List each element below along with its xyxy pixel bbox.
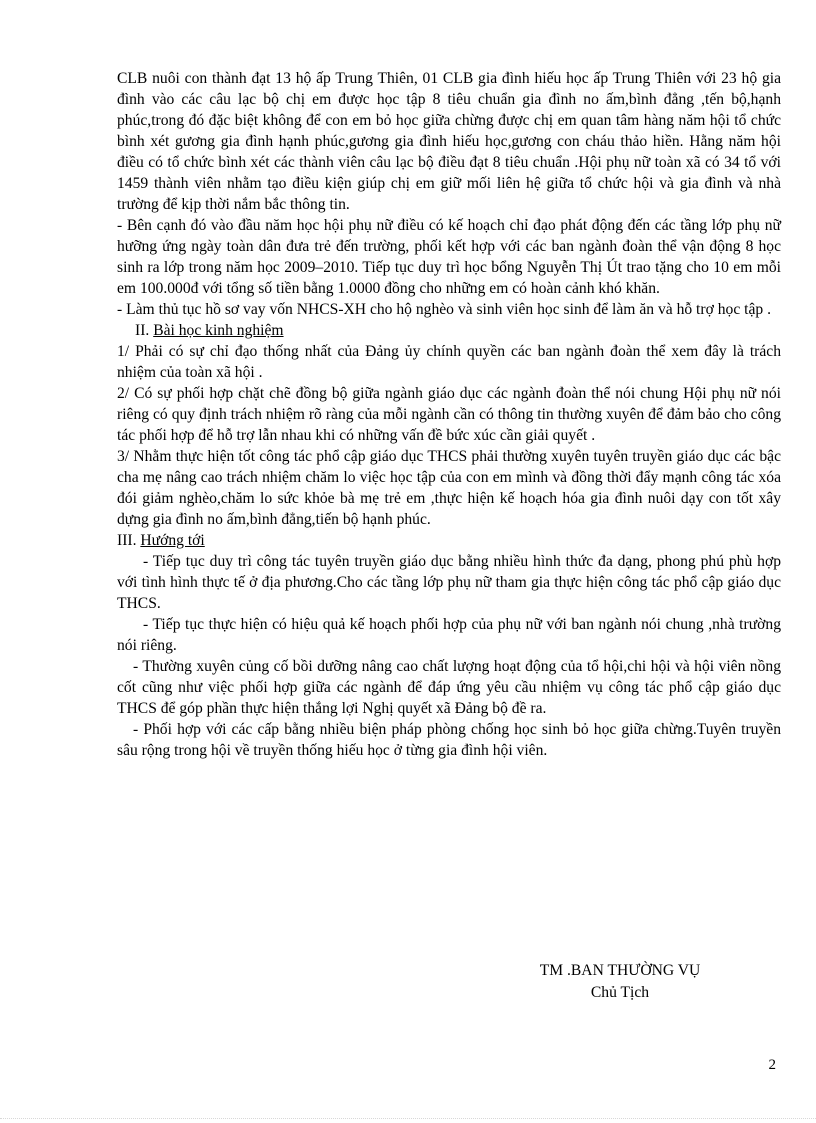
- section-title: Hướng tới: [140, 532, 205, 549]
- signature-role: Chủ Tịch: [590, 984, 650, 1001]
- direction-item: - Phối hợp với các cấp bằng nhiều biện pháp phòng chống học sinh bỏ học giữa chừng.Tuyên truyền sâu rộng trong hội về truyền thống hiếu học ở từng gia đình hội viên.: [117, 721, 781, 759]
- section-heading-ii: [117, 320, 781, 341]
- page-divider: [0, 1118, 816, 1119]
- paragraph-vay-von: - Làm thủ tục hồ sơ vay vốn NHCS-XH cho hộ nghèo và sinh viên học sinh để làm ăn và hỗ trợ học tập .: [117, 301, 771, 318]
- direction-item: - Thường xuyên củng cố bồi dưỡng nâng cao chất lượng hoạt động của tổ hội,chi hội và hội viên nồng cốt cũng như việc phối hợp giữa các ngành để đáp ứng yêu cầu nhiệm vụ công tác phổ cập giáo dục THCS để góp phần thực hiện thắng lợi Nghị quyết xã Đảng bộ đề ra.: [117, 658, 781, 717]
- section-heading-iii: [117, 530, 781, 551]
- document-body: [117, 68, 781, 761]
- lesson-item: 2/ Có sự phối hợp chặt chẽ đồng bộ giữa ngành giáo dục các ngành đoàn thể nói chung Hội phụ nữ nói riêng có quy định trách nhiệm rõ ràng của mỗi ngành cần có thông tin thường xuyên để đảm bảo cho công tác phối hợp để hỗ trợ lẫn nhau khi có những vấn đề bức xúc cần giải quyết .: [117, 385, 781, 444]
- page-number: 2: [768, 1057, 776, 1073]
- signature-title: TM .BAN THƯỜNG VỤ: [539, 962, 701, 979]
- paragraph-clb: CLB nuôi con thành đạt 13 hộ ấp Trung Thiên, 01 CLB gia đình hiếu học ấp Trung Thiên với 23 hộ gia đình vào các câu lạc bộ chị em được học tập 8 tiêu chuẩn gia đình no ấm,bình đẳng ,tến bộ,hạnh phúc,trong đó đặc biệt không để con em bỏ học giữa chừng được chị em quan tâm hàng năm hội tổ chức bình xét gương gia đình hạnh phúc,gương gia đình hiếu học,gương con cháu thảo hiền. Hằng năm hội điều có tổ chức bình xét các thành viên câu lạc bộ điều đạt 8 tiêu chuẩn .Hội phụ nữ toàn xã có 34 tổ với 1459 thành viên nhằm tạo điều kiện giúp chị em giữ mối liên hệ giữa tổ chức hội và gia đình và nhà trường để kịp thời nắm bắc thông tin.: [117, 70, 781, 213]
- lesson-item: 1/ Phải có sự chỉ đạo thống nhất của Đảng ủy chính quyền các ban ngành đoàn thể xem đây là trách nhiệm của toàn xã hội .: [117, 343, 781, 381]
- lesson-item: 3/ Nhằm thực hiện tốt công tác phổ cập giáo dục THCS phải thường xuyên tuyên truyền giáo dục các bậc cha mẹ nâng cao trách nhiệm chăm lo việc học tập của con em mình và đồng thời đẩy mạnh công tác xóa đói giảm nghèo,chăm lo sức khỏe bà mẹ trẻ em ,thực hiện kế hoạch hóa gia đình nuôi dạy con tốt xây dựng gia đình no ấm,bình đẳng,tiến bộ hạnh phúc.: [117, 448, 781, 528]
- signature-block: [500, 960, 740, 1004]
- paragraph-dau-nam-hoc: - Bên cạnh đó vào đầu năm học hội phụ nữ điều có kế hoạch chỉ đạo phát động đến các tầng lớp phụ nữ hưỡng ứng ngày toàn dân đưa trẻ đến trường, phối kết hợp với các ban ngành đoàn thể vận động 8 học sinh ra lớp trong năm học 2009–2010. Tiếp tục duy trì học bổng Nguyễn Thị Út trao tặng cho 10 em mỗi em 100.000đ với tổng số tiền bằng 1.0000 đồng cho những em có hoàn cảnh khó khăn.: [117, 217, 781, 297]
- section-number: III.: [117, 532, 141, 549]
- section-title: Bài học kinh nghiệm: [153, 322, 284, 339]
- direction-item: - Tiếp tục thực hiện có hiệu quả kế hoạch phối hợp của phụ nữ với ban ngành nói chung ,nhà trường nói riêng.: [117, 616, 781, 654]
- direction-item: - Tiếp tục duy trì công tác tuyên truyền giáo dục bằng nhiều hình thức đa dạng, phong phú phù hợp với tình hình thực tế ở địa phương.Cho các tầng lớp phụ nữ tham gia thực hiện công tác phổ cập giáo dục THCS.: [117, 553, 781, 612]
- section-number: II.: [135, 322, 154, 339]
